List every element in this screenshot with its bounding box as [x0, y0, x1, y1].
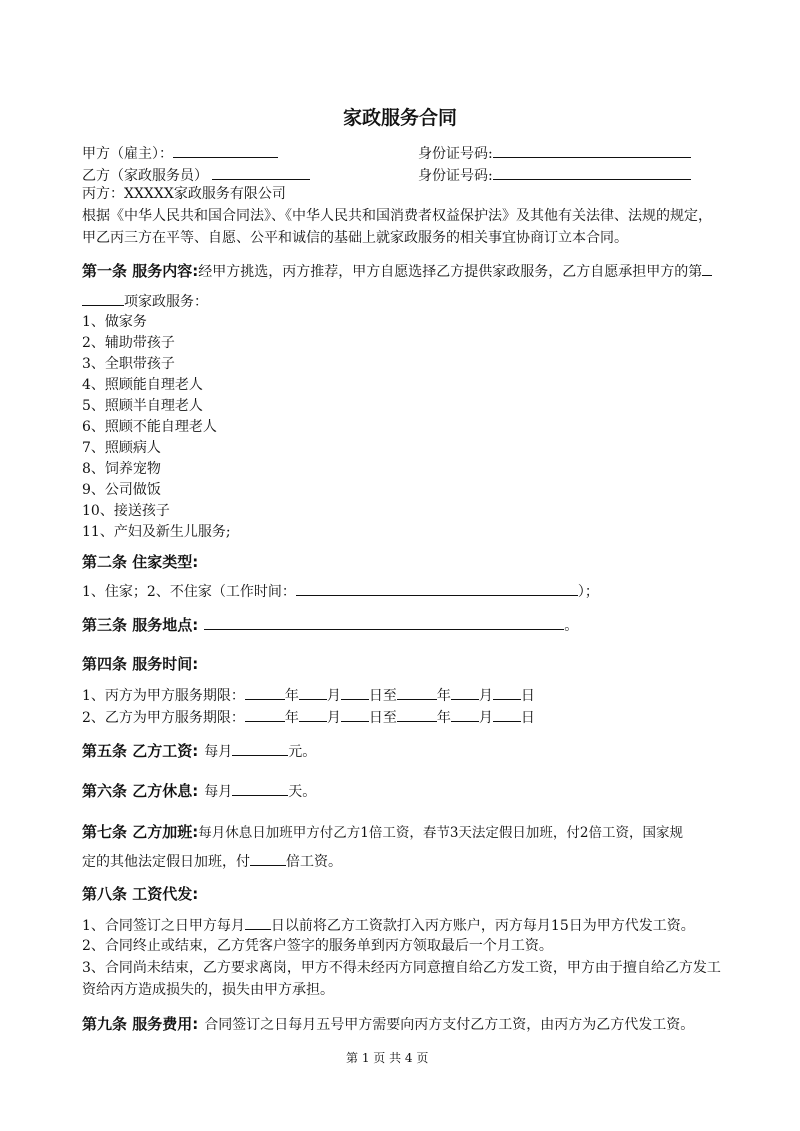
article-9-heading: 第九条 服务费用: — [82, 1015, 199, 1033]
end-month-blank[interactable] — [451, 706, 479, 722]
article-6 — [82, 780, 316, 802]
year-label: 年 — [436, 688, 451, 704]
article-2-text-b: ）； — [577, 584, 599, 600]
article-7-line-2 — [82, 850, 342, 872]
list-item: 1、做家务 — [82, 314, 147, 330]
start-month-blank[interactable] — [299, 706, 327, 722]
id-blank-b[interactable] — [493, 164, 691, 180]
article-8-heading: 第八条 工资代发: — [82, 885, 199, 903]
list-item: 9、公司做饭 — [82, 482, 161, 498]
work-time-blank[interactable] — [296, 580, 578, 596]
id-line-a — [418, 142, 691, 164]
day-label: 日 — [520, 710, 535, 726]
party-c-line: 丙方：XXXXX家政服务有限公司 — [82, 186, 286, 202]
start-year-blank[interactable] — [245, 706, 285, 722]
article-9-text: 合同签订之日每月五号甲方需要向丙方支付乙方工资，由丙方为乙方代发工资。 — [204, 1017, 695, 1033]
article-2-heading: 第二条 住家类型: — [82, 553, 199, 571]
party-b-blank[interactable] — [212, 164, 310, 180]
article-7 — [82, 822, 683, 843]
party-a-blank[interactable] — [173, 142, 278, 158]
list-item: 11、产妇及新生儿服务; — [82, 524, 231, 540]
intro-line-2: 甲乙丙三方在平等、自愿、公平和诚信的基础上就家政服务的相关事宜协商订立本合同。 — [82, 230, 628, 246]
month-label: 月 — [326, 710, 341, 726]
item-1-post: 日以前将乙方工资款打入丙方账户，丙方每月15日为甲方代发工资。 — [270, 918, 695, 934]
year-label: 年 — [284, 710, 299, 726]
page-number: 第 1 页 共 4 页 — [346, 1051, 429, 1065]
party-a-line — [82, 142, 278, 164]
article-6-heading: 第六条 乙方休息: — [82, 782, 199, 800]
article-7-line-2-post: 倍工资。 — [286, 854, 342, 870]
start-month-blank[interactable] — [299, 684, 327, 700]
article-2-text-a: 1、住家；2、不住家（工作时间： — [82, 584, 296, 600]
article-5 — [82, 740, 316, 762]
item-1-pre: 1、合同签订之日甲方每月 — [82, 918, 245, 934]
day-to-label: 日至 — [368, 688, 397, 704]
service-location-blank[interactable] — [204, 614, 564, 630]
month-label: 月 — [478, 688, 493, 704]
article-3-heading: 第三条 服务地点: — [82, 616, 199, 634]
overtime-multiplier-blank[interactable] — [250, 850, 286, 866]
end-month-blank[interactable] — [451, 684, 479, 700]
line-1-label: 1、丙方为甲方服务期限： — [82, 688, 245, 704]
article-5-pre: 每月 — [204, 744, 233, 760]
article-7-line-2-pre: 定的其他法定假日加班，付 — [82, 854, 250, 870]
list-item: 5、照顾半自理老人 — [82, 398, 203, 414]
month-label: 月 — [326, 688, 341, 704]
article-4-heading: 第四条 服务时间: — [82, 655, 199, 673]
id-blank-a[interactable] — [493, 142, 691, 158]
party-b-label: 乙方（家政服务员） — [82, 168, 208, 184]
year-label: 年 — [284, 688, 299, 704]
end-day-blank[interactable] — [493, 706, 521, 722]
end-year-blank[interactable] — [397, 706, 437, 722]
list-item: 3、全职带孩子 — [82, 356, 175, 372]
month-label: 月 — [478, 710, 493, 726]
day-label: 日 — [520, 688, 535, 704]
article-4-line-2 — [82, 706, 535, 728]
list-item: 4、照顾能自理老人 — [82, 377, 203, 393]
end-year-blank[interactable] — [397, 684, 437, 700]
article-1-text: 经甲方挑选，丙方推荐，甲方自愿选择乙方提供家政服务，乙方自愿承担甲方的第 — [198, 264, 703, 280]
article-8-item-1 — [82, 914, 695, 936]
article-6-post: 天。 — [288, 784, 317, 800]
article-6-pre: 每月 — [204, 784, 233, 800]
rest-days-blank[interactable] — [232, 780, 288, 796]
article-8-item-3-line-2: 资给丙方造成损失的，损失由甲方承担。 — [82, 982, 334, 998]
article-7-heading: 第七条 乙方加班: — [82, 823, 199, 841]
article-1-cont-text: 项家政服务： — [124, 294, 208, 310]
start-day-blank[interactable] — [341, 706, 369, 722]
line-2-label: 2、乙方为甲方服务期限： — [82, 710, 245, 726]
list-item: 6、照顾不能自理老人 — [82, 419, 217, 435]
intro-line-1: 根据《中华人民共和国合同法》、《中华人民共和国消费者权益保护法》及其他有关法律、法规的规定， — [82, 208, 712, 224]
list-item: 10、接送孩子 — [82, 503, 170, 519]
article-1 — [82, 260, 712, 282]
article-2-line — [82, 580, 599, 602]
article-1-blank-b[interactable] — [82, 290, 124, 306]
day-to-label: 日至 — [368, 710, 397, 726]
party-b-line — [82, 164, 310, 186]
article-1-blank-a[interactable] — [702, 260, 712, 276]
id-label-a: 身份证号码: — [418, 146, 493, 162]
id-label-b: 身份证号码: — [418, 168, 493, 184]
article-3 — [82, 614, 578, 636]
article-7-text: 每月休息日加班甲方付乙方1倍工资，春节3天法定假日加班，付2倍工资，国家规 — [198, 825, 684, 841]
article-5-heading: 第五条 乙方工资: — [82, 742, 199, 760]
start-day-blank[interactable] — [341, 684, 369, 700]
salary-blank[interactable] — [232, 740, 288, 756]
list-item: 2、辅助带孩子 — [82, 335, 175, 351]
end-day-blank[interactable] — [493, 684, 521, 700]
article-3-end: 。 — [564, 618, 579, 634]
pay-day-blank[interactable] — [245, 914, 271, 930]
id-line-b — [418, 164, 691, 186]
article-9 — [82, 1014, 694, 1035]
party-a-label: 甲方（雇主）： — [82, 146, 173, 162]
article-8-item-2: 2、合同终止或结束，乙方凭客户签字的服务单到丙方领取最后一个月工资。 — [82, 938, 553, 954]
article-1-heading: 第一条 服务内容: — [82, 262, 199, 280]
list-item: 8、饲养宠物 — [82, 461, 161, 477]
year-label: 年 — [436, 710, 451, 726]
start-year-blank[interactable] — [245, 684, 285, 700]
document-title: 家政服务合同 — [343, 107, 458, 129]
article-5-post: 元。 — [288, 744, 317, 760]
article-4-line-1 — [82, 684, 535, 706]
list-item: 7、照顾病人 — [82, 440, 161, 456]
article-8-item-3-line-1: 3、合同尚未结束，乙方要求离岗，甲方不得未经丙方同意擅自给乙方发工资，甲方由于擅自给乙方发工 — [82, 960, 721, 976]
article-1-cont — [82, 290, 208, 312]
